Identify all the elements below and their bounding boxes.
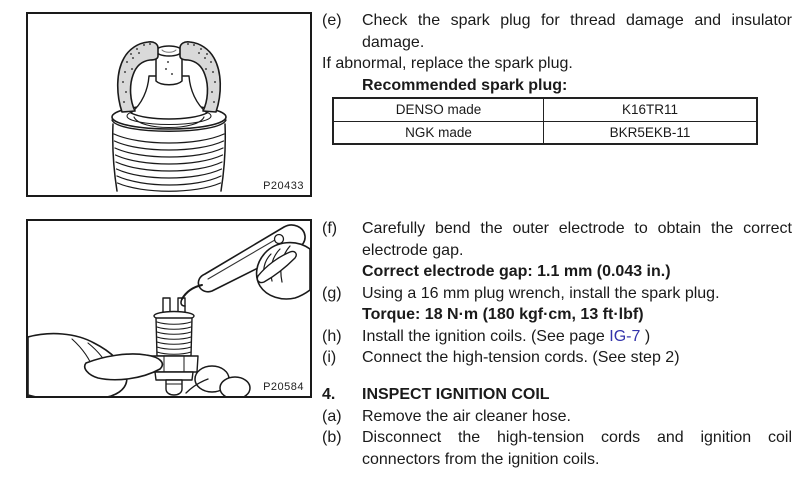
step-text: Disconnect the high-tension cords and ignition coil connectors from the ignition coils.	[362, 429, 792, 468]
torque-spec: Torque: 18 N·m (180 kgf·cm, 13 ft·lbf)	[362, 306, 644, 323]
spark-plug-bending-illustration	[28, 221, 310, 396]
step-marker: (a)	[322, 407, 342, 425]
electrode-gap-spec: Correct electrode gap: 1.1 mm (0.043 in.)	[362, 263, 671, 280]
figure-code-label: P20584	[263, 381, 304, 393]
step-text: Using a 16 mm plug wrench, install the spark plug.	[362, 284, 720, 302]
section-step-e	[322, 10, 792, 145]
step-text: Connect the high-tension cords. (See step 2)	[362, 349, 680, 366]
spark-plug-table	[332, 97, 758, 145]
figure-box-spark-plug-closeup	[26, 12, 312, 197]
step-item-b	[322, 427, 792, 470]
model-cell: BKR5EKB-11	[544, 121, 757, 144]
step-marker: (h)	[322, 327, 342, 345]
step-text: Check the spark plug for thread damage and insulator damage.	[362, 12, 792, 51]
maker-cell: NGK made	[333, 121, 544, 144]
section-steps-f-i	[322, 218, 792, 369]
left-hand	[28, 334, 250, 396]
table-row	[333, 121, 757, 144]
table-row	[333, 98, 757, 121]
model-cell: K16TR11	[544, 98, 757, 121]
step-text: Remove the air cleaner hose.	[362, 407, 571, 425]
ig-7-page-link[interactable]: IG-7	[609, 327, 641, 345]
figure-code-label: P20433	[263, 180, 304, 192]
step-item-a	[322, 406, 792, 428]
step-item-h	[322, 326, 792, 348]
spark-plug	[150, 298, 198, 395]
step-marker: (i)	[322, 349, 337, 366]
section-4-inspect-ignition-coil	[322, 384, 792, 470]
step-item-e	[322, 10, 792, 53]
step-item-i	[322, 347, 792, 369]
spark-plug-closeup-illustration	[28, 14, 310, 195]
step-text	[362, 326, 792, 348]
maker-cell: DENSO made	[333, 98, 544, 121]
step-text: Carefully bend the outer electrode to obtain the correct electrode gap.	[362, 220, 792, 259]
step-item-g	[322, 283, 792, 305]
figure-box-electrode-bending	[26, 219, 312, 398]
recommended-spark-plug-heading: Recommended spark plug:	[362, 76, 568, 94]
step-marker: (e)	[322, 12, 342, 29]
step-item-f	[322, 218, 792, 261]
step-text-after-link: )	[640, 327, 651, 345]
step-marker: (f)	[322, 220, 338, 237]
section-heading	[322, 384, 792, 406]
step-text-before-link: Install the ignition coils. (See page	[362, 327, 610, 345]
step-marker: (g)	[322, 284, 342, 302]
section-title: INSPECT IGNITION COIL	[362, 386, 550, 403]
note-line: If abnormal, replace the spark plug.	[322, 55, 573, 72]
step-marker: (b)	[322, 429, 342, 446]
section-number: 4.	[322, 386, 336, 403]
